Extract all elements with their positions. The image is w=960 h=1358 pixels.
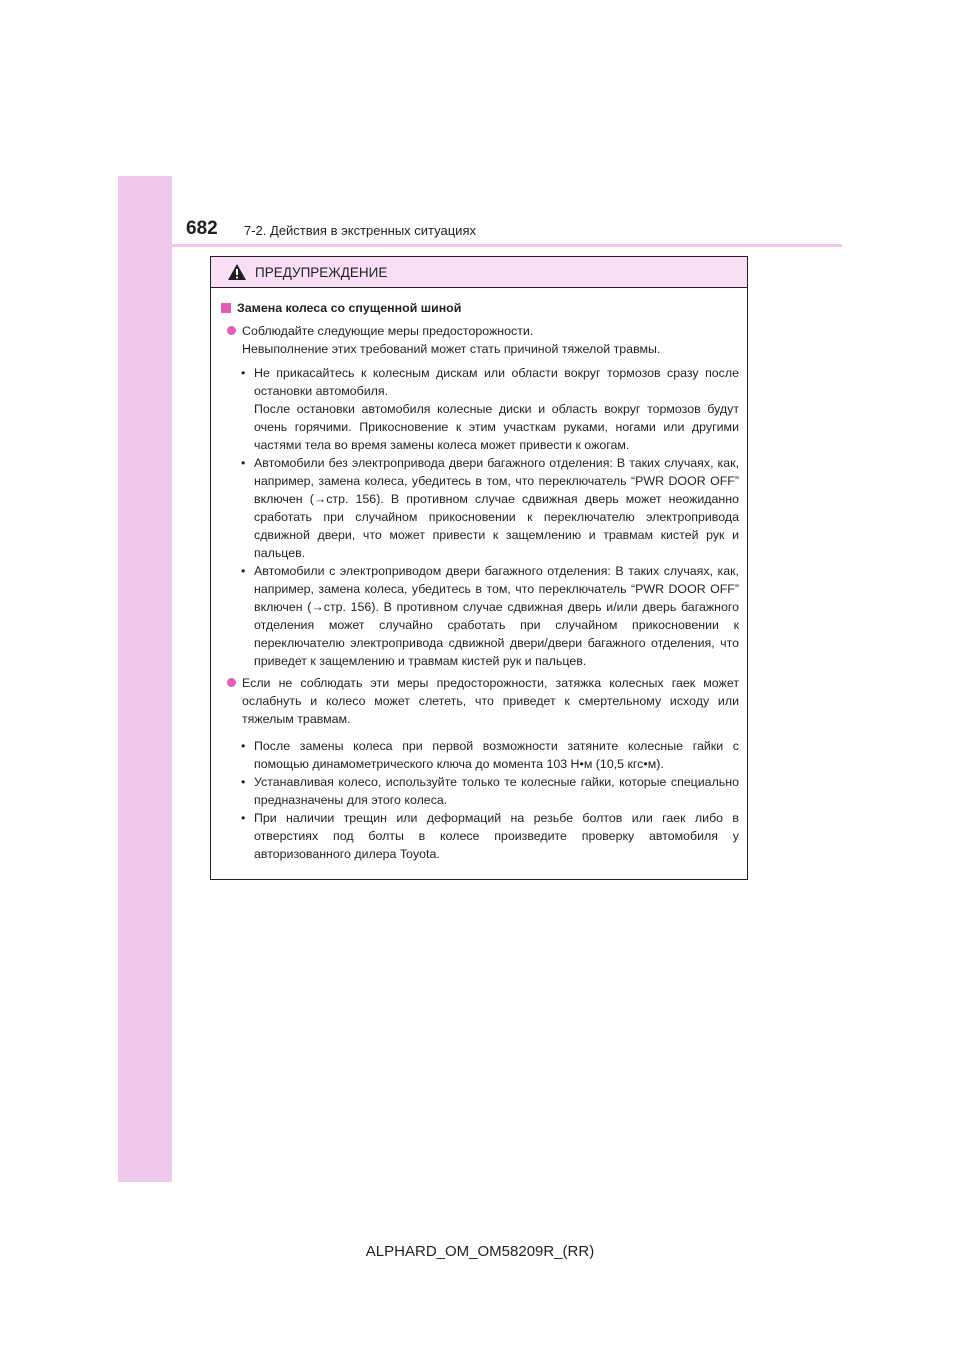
warning-point [227,674,739,728]
point-text: Если не соблюдать эти меры предосторожности, затяжка колесных гаек может ослабнуть и колесо может слететь, что приведет к смертельному исходу или тяжелым травмам. [242,676,739,726]
list-item: • Автомобили без электропривода двери багажного отделения: В таких случаях, как, например, замена колеса, убедитесь в том, что переключатель “PWR DOOR OFF” включен (→стр. 156). В противном случае сдвижная дверь может неожиданно сработать при случайном прикосновении к переключателю электропривода сдвижной двери, что может привести к защемлению и травмам кистей рук и пальцев. [241,456,739,560]
list-item: • После замены колеса при первой возможности затяните колесные гайки с помощью динамометрического ключа до момента 103 Н•м (10,5 кгс•м). [241,739,739,771]
circle-bullet-icon [227,326,236,335]
bullet-list [241,737,739,863]
list-item: После остановки автомобиля колесные диски и область вокруг тормозов будут очень горячими. Прикосновение к этим участкам руками, ногами или другими частями тела во время замены колеса может привести к ожогам. [254,402,739,452]
header-rule [172,244,842,247]
bullet-list [241,364,739,670]
section-title: 7-2. Действия в экстренных ситуациях [244,223,476,238]
square-bullet-icon [221,303,231,313]
warning-body [211,288,747,863]
warning-triangle-icon [227,263,247,281]
circle-bullet-icon [227,678,236,687]
point-text: Соблюдайте следующие меры предосторожности. [242,324,534,338]
footer-doc-code: ALPHARD_OM_OM58209R_(RR) [365,1243,595,1260]
bullet-dot-icon: • [241,811,246,825]
warning-point [227,322,739,358]
list-item: • Автомобили с электроприводом двери багажного отделения: В таких случаях, как, например, замена колеса, убедитесь в том, что переключатель “PWR DOOR OFF” включен (→стр. 156). В противном случае сдвижная дверь и/или дверь багажного отделения может случайно сработать при случайном прикосновении к переключателю электропривода сдвижной двери/двери багажного отделения, что приведет к защемлению и травмам кистей рук и пальцев. [241,564,739,668]
list-item: • Не прикасайтесь к колесным дискам или области вокруг тормозов сразу после остановки автомобиля. [241,366,739,398]
page-number: 682 [186,218,218,239]
warning-box [210,256,748,880]
side-color-band [118,176,172,1182]
bullet-dot-icon: • [241,564,246,578]
point-text-2: Невыполнение этих требований может стать причиной тяжелой травмы. [242,342,661,356]
bullet-dot-icon: • [241,775,246,789]
warning-title: ПРЕДУПРЕЖДЕНИЕ [255,264,388,280]
topic-text: Замена колеса со спущенной шиной [237,301,462,315]
warning-topic [221,299,739,317]
list-item: • При наличии трещин или деформаций на резьбе болтов или гаек либо в отверстиях под болты в колесе произведите проверку автомобиля у авторизованного дилера Toyota. [241,811,739,861]
bullet-dot-icon: • [241,366,246,380]
bullet-dot-icon: • [241,739,246,753]
warning-header [211,257,747,288]
list-item: • Устанавливая колесо, используйте только те колесные гайки, которые специально предназначены для этого колеса. [241,775,739,807]
bullet-dot-icon: • [241,456,246,470]
